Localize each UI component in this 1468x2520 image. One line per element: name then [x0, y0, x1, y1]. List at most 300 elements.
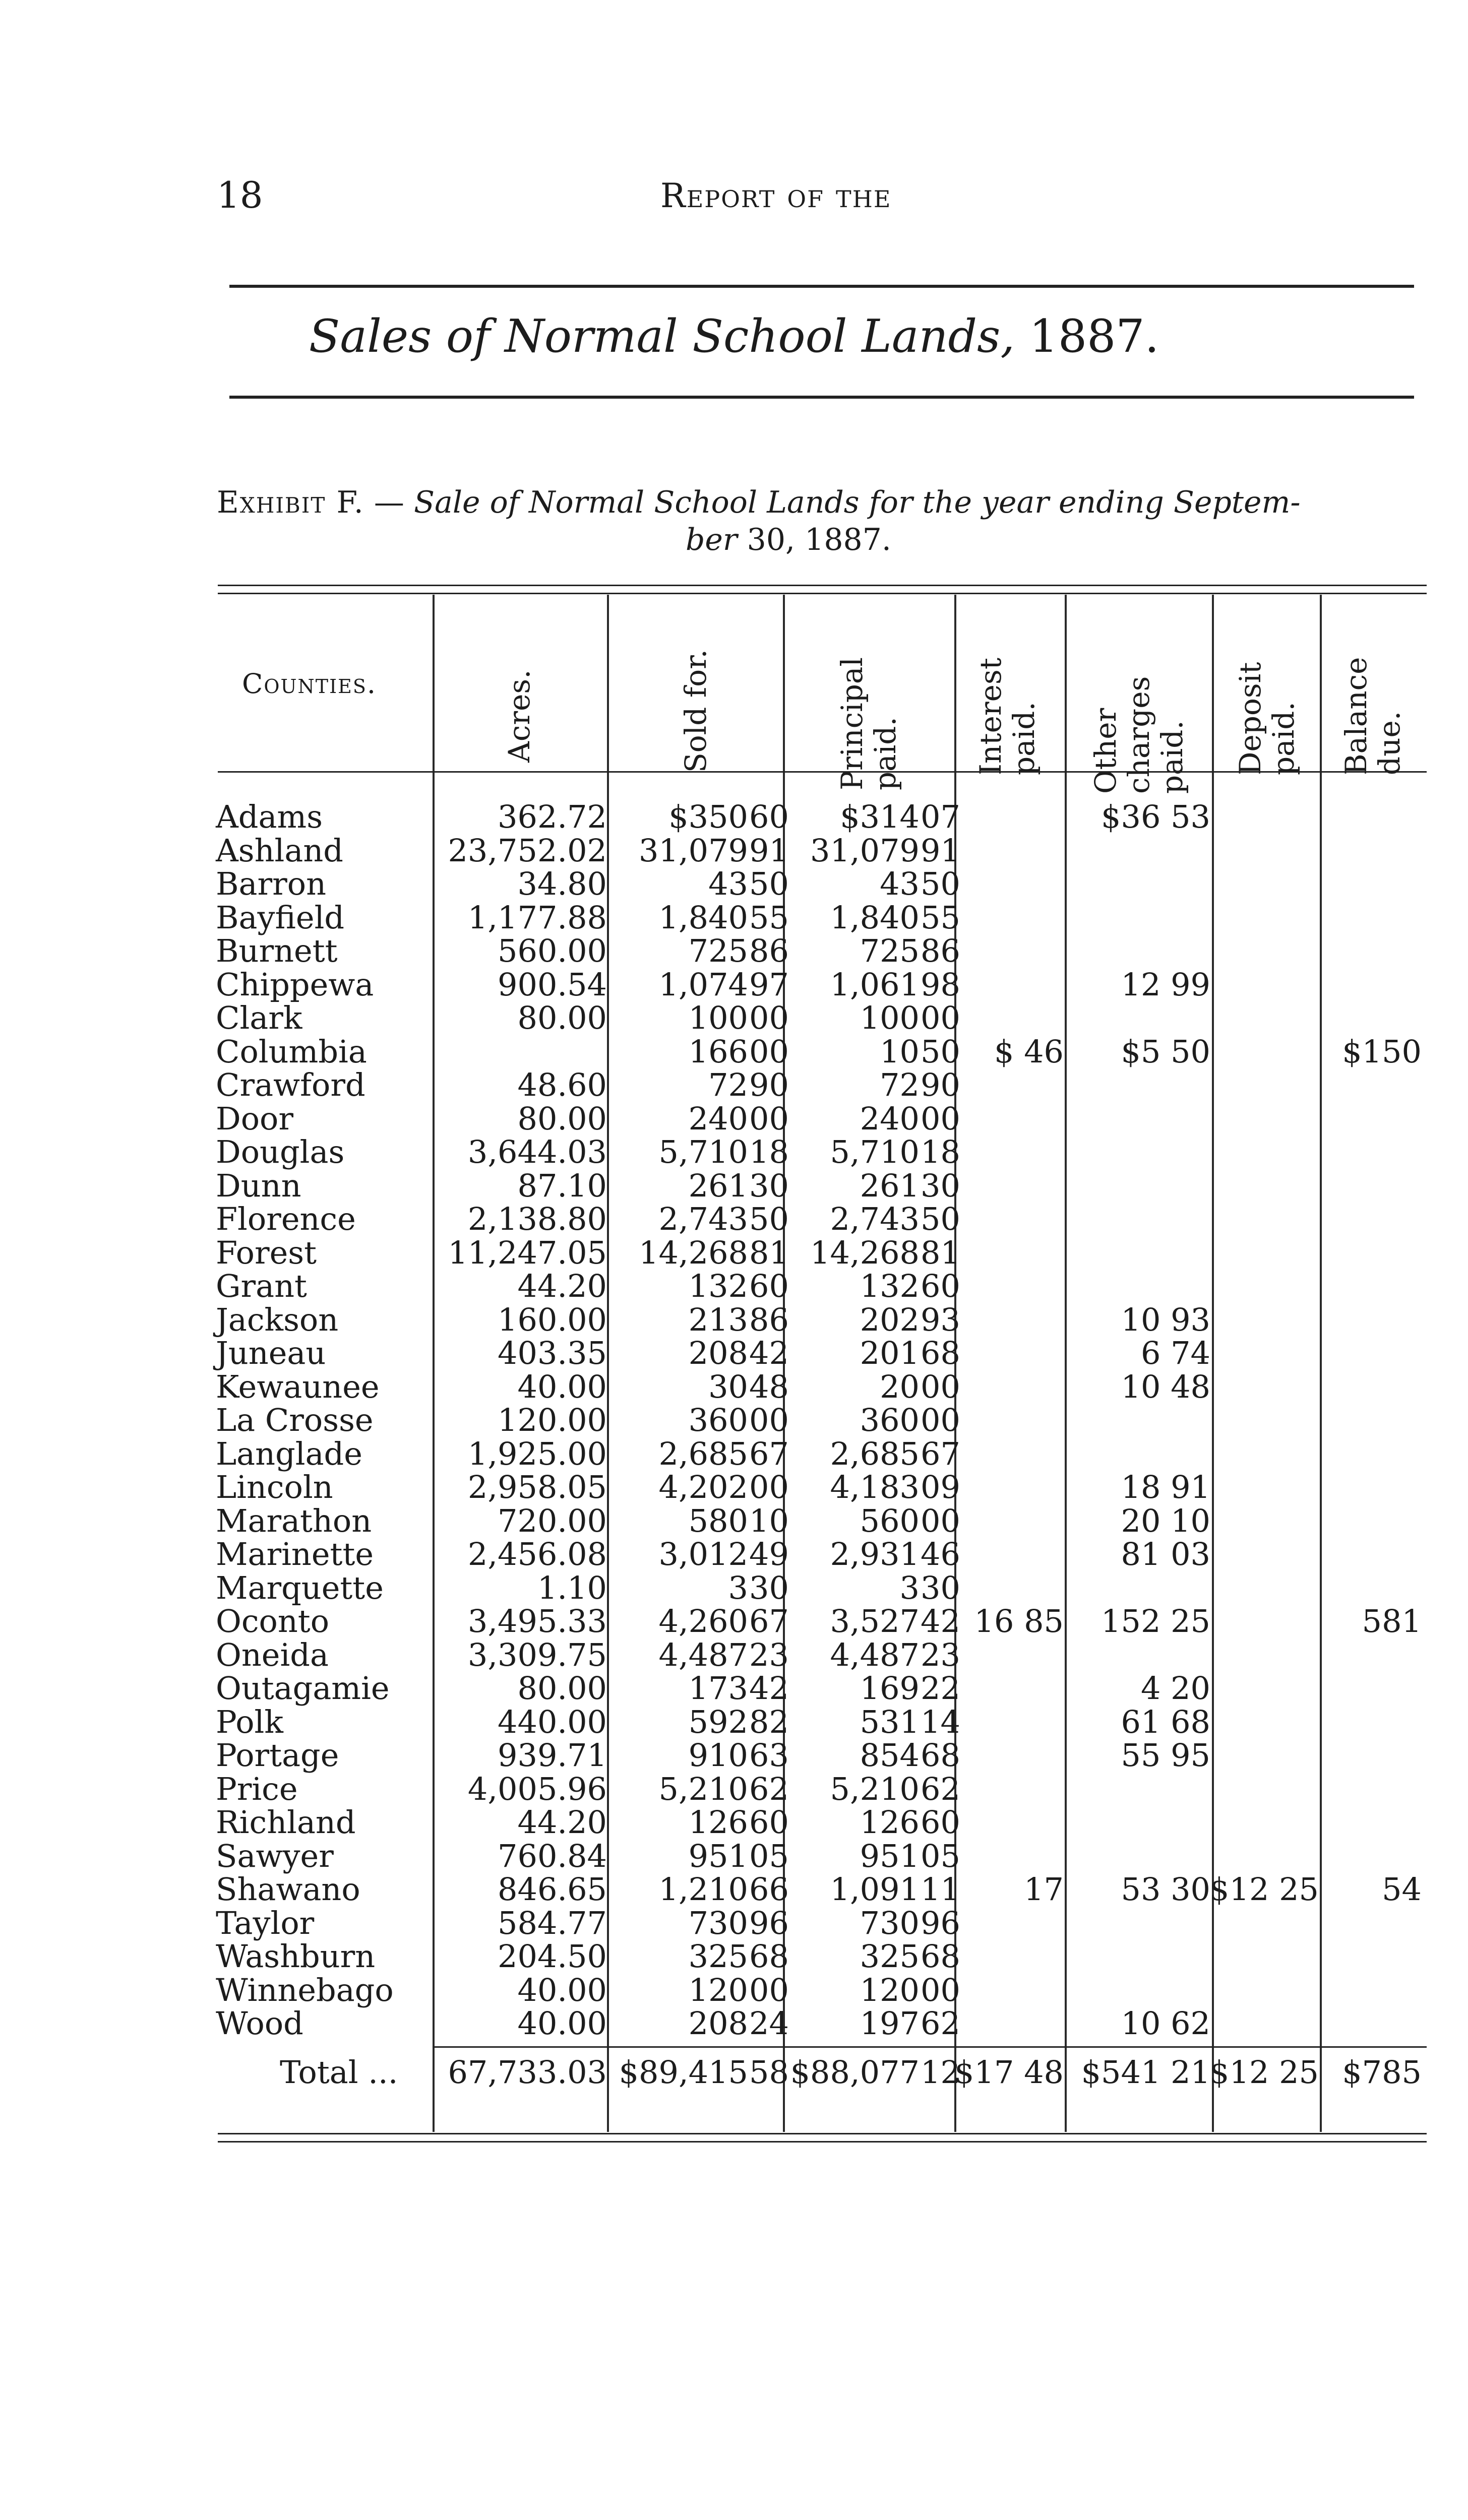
exhibit-caption-line-2 [217, 521, 1427, 558]
acres-cell: 44.20 [517, 1804, 607, 1841]
county-name: Clark [216, 999, 302, 1036]
county-name: Marinette [216, 1536, 374, 1572]
table-row [0, 1203, 1468, 1236]
table-row [0, 1904, 1468, 1941]
sold-cents-cell: 90 [749, 1066, 789, 1103]
other-charges-cell: 10 93 [1121, 1301, 1210, 1338]
principal-cents-cell: 50 [921, 865, 960, 902]
principal-dollars-cell: $314 [840, 798, 920, 835]
sold-dollars-cell: 3 [728, 1569, 748, 1606]
acres-cell: 1,925.00 [467, 1435, 607, 1472]
principal-dollars-cell: 4,487 [830, 1636, 920, 1673]
table-row [0, 1538, 1468, 1571]
principal-cents-cell: 00 [921, 1502, 960, 1539]
sold-dollars-cell: 3,012 [658, 1536, 748, 1572]
county-name: Portage [216, 1737, 339, 1774]
acres-cell: 1.10 [537, 1569, 607, 1606]
principal-cents-cell: 30 [921, 1569, 960, 1606]
section-title-year: 1887. [1029, 310, 1159, 363]
total-principal-cents: 12 [921, 2054, 960, 2091]
sold-cents-cell: 96 [749, 1904, 789, 1941]
table-row [0, 934, 1468, 968]
table-row [0, 1169, 1468, 1203]
principal-dollars-cell: 14,268 [810, 1234, 920, 1271]
acres-cell: 160.00 [498, 1301, 607, 1338]
sold-cents-cell: 48 [749, 1368, 789, 1405]
acres-cell: 1,177.88 [467, 899, 607, 936]
principal-cents-cell: 90 [921, 1066, 960, 1103]
acres-cell: 3,495.33 [467, 1603, 607, 1640]
sold-dollars-cell: 910 [688, 1737, 748, 1774]
sold-cents-cell: 68 [749, 1938, 789, 1975]
sold-cents-cell: 81 [749, 1234, 789, 1271]
table-bottom-rule-2 [218, 2141, 1427, 2143]
table-row [0, 1837, 1468, 1874]
sold-cents-cell: 30 [749, 1167, 789, 1204]
principal-dollars-cell: 730 [860, 1904, 920, 1941]
table-row [0, 800, 1468, 834]
acres-cell: 204.50 [498, 1938, 607, 1975]
sold-dollars-cell: 240 [688, 1100, 748, 1137]
principal-cents-cell: 50 [921, 1033, 960, 1070]
sold-dollars-cell: 132 [688, 1268, 748, 1304]
county-name: Sawyer [216, 1837, 334, 1874]
principal-dollars-cell: 10 [880, 1033, 920, 1070]
acres-cell: 2,456.08 [467, 1536, 607, 1572]
principal-dollars-cell: 126 [860, 1804, 920, 1841]
total-deposit: $12 25 [1209, 2054, 1319, 2091]
principal-cents-cell: 46 [921, 1536, 960, 1572]
principal-dollars-cell: 2,743 [830, 1201, 920, 1237]
sold-dollars-cell: 592 [688, 1703, 748, 1740]
county-name: Oconto [216, 1603, 330, 1640]
total-row [0, 2054, 1468, 2094]
principal-dollars-cell: 360 [860, 1402, 920, 1438]
header-other-line-1: Other [1088, 708, 1123, 794]
header-acres [503, 621, 536, 763]
header-deposit-line-2: paid. [1266, 702, 1301, 775]
principal-dollars-cell: 169 [860, 1670, 920, 1707]
table-row [0, 1437, 1468, 1471]
sold-dollars-cell: 1,074 [658, 966, 748, 1003]
sold-dollars-cell: 4,260 [658, 1603, 748, 1640]
principal-cents-cell: 30 [921, 1167, 960, 1204]
county-name: Douglas [216, 1133, 345, 1170]
header-counties: Counties. [242, 668, 377, 700]
sold-cents-cell: 60 [749, 1804, 789, 1841]
acres-cell: 900.54 [498, 966, 607, 1003]
county-name: Forest [216, 1234, 317, 1271]
sold-dollars-cell: 31,079 [639, 832, 748, 869]
sold-cents-cell: 63 [749, 1737, 789, 1774]
sold-dollars-cell: 5,710 [658, 1133, 748, 1170]
sold-dollars-cell: 1,210 [658, 1871, 748, 1908]
other-charges-cell: 10 62 [1121, 2005, 1210, 2042]
sold-cents-cell: 62 [749, 1770, 789, 1807]
sold-dollars-cell: 208 [688, 2005, 748, 2042]
sold-dollars-cell: 126 [688, 1804, 748, 1841]
table-row [0, 1001, 1468, 1035]
running-head: Report of the [660, 176, 892, 215]
other-charges-cell: 53 30 [1121, 1871, 1210, 1908]
sold-dollars-cell: 261 [688, 1167, 748, 1204]
header-balance [1339, 609, 1408, 775]
acres-cell: 760.84 [498, 1837, 607, 1874]
table-row [0, 1739, 1468, 1773]
principal-dollars-cell: 72 [880, 1066, 920, 1103]
principal-cents-cell: 00 [921, 1971, 960, 2008]
table-row [0, 1873, 1468, 1907]
county-name: Adams [216, 798, 323, 835]
table-top-rule-1 [218, 585, 1427, 586]
sold-cents-cell: 91 [749, 832, 789, 869]
other-charges-cell: 12 99 [1121, 966, 1210, 1003]
balance-cell: $150 [1342, 1033, 1422, 1070]
sold-cents-cell: 86 [749, 932, 789, 969]
top-rule [229, 285, 1414, 288]
other-charges-cell: 152 25 [1101, 1603, 1210, 1640]
table-row [0, 1404, 1468, 1437]
other-charges-cell: 61 68 [1121, 1703, 1210, 1740]
acres-cell: 846.65 [498, 1871, 607, 1908]
exhibit-caption-ber: ber [686, 522, 738, 557]
other-charges-cell: $36 53 [1101, 798, 1210, 835]
principal-cents-cell: 93 [921, 1301, 960, 1338]
total-label: Total ... [280, 2054, 398, 2091]
county-name: Washburn [216, 1938, 376, 1975]
table-row [0, 1035, 1468, 1069]
total-balance: $785 [1342, 2054, 1422, 2091]
header-deposit [1234, 609, 1302, 775]
table-row [0, 1971, 1468, 2008]
header-other [1089, 592, 1190, 794]
acres-cell: 87.10 [517, 1167, 607, 1204]
header-principal [835, 594, 904, 790]
principal-dollars-cell: 197 [860, 2005, 920, 2042]
county-name: Jackson [216, 1301, 339, 1338]
header-principal-line-2: paid. [868, 717, 902, 790]
other-charges-cell: 18 91 [1121, 1469, 1210, 1505]
header-balance-line-1: Balance [1339, 657, 1373, 775]
other-charges-cell: 4 20 [1140, 1670, 1210, 1707]
principal-dollars-cell: 854 [860, 1737, 920, 1774]
balance-cell: 581 [1362, 1603, 1422, 1640]
sold-dollars-cell: 43 [708, 865, 748, 902]
sold-dollars-cell: 730 [688, 1904, 748, 1941]
sold-dollars-cell: 2,685 [658, 1435, 748, 1472]
acres-cell: 939.71 [498, 1737, 607, 1774]
header-sold-text: Sold for. [679, 649, 713, 773]
principal-cents-cell: 62 [921, 2005, 960, 2042]
acres-cell: 2,138.80 [467, 1201, 607, 1237]
acres-cell: 362.72 [498, 798, 607, 835]
acres-cell: 4,005.96 [467, 1770, 607, 1807]
sold-cents-cell: 55 [749, 899, 789, 936]
sold-dollars-cell: 213 [688, 1301, 748, 1338]
principal-cents-cell: 62 [921, 1770, 960, 1807]
principal-cents-cell: 96 [921, 1904, 960, 1941]
acres-cell: 80.00 [517, 1100, 607, 1137]
table-row [0, 901, 1468, 935]
principal-cents-cell: 05 [921, 1837, 960, 1874]
sold-dollars-cell: 325 [688, 1938, 748, 1975]
principal-cents-cell: 07 [921, 798, 960, 835]
sold-cents-cell: 67 [749, 1435, 789, 1472]
table-top-rule-2 [218, 593, 1427, 594]
table-row [0, 1337, 1468, 1370]
sold-dollars-cell: 2,743 [658, 1201, 748, 1237]
sold-cents-cell: 00 [749, 1100, 789, 1137]
header-balance-line-2: due. [1372, 711, 1406, 775]
header-sold [679, 611, 712, 773]
other-charges-cell: 20 10 [1121, 1502, 1210, 1539]
sold-dollars-cell: 951 [688, 1837, 748, 1874]
header-principal-line-1: Principal [835, 657, 869, 790]
principal-cents-cell: 09 [921, 1469, 960, 1505]
sold-cents-cell: 86 [749, 1301, 789, 1338]
principal-cents-cell: 00 [921, 1100, 960, 1137]
county-name: Bayfield [216, 899, 345, 936]
header-interest-line-1: Interest [973, 657, 1008, 775]
principal-cents-cell: 68 [921, 1335, 960, 1371]
header-bottom-rule [218, 771, 1427, 773]
principal-cents-cell: 00 [921, 1402, 960, 1438]
table-row [0, 1703, 1468, 1740]
county-name: Richland [216, 1804, 356, 1841]
sold-dollars-cell: 30 [708, 1368, 748, 1405]
county-name: Wood [216, 2005, 303, 2042]
interest-cell: $ 46 [994, 1033, 1064, 1070]
table-row [0, 1370, 1468, 1404]
sold-cents-cell: 60 [749, 798, 789, 835]
other-charges-cell: 6 74 [1140, 1335, 1210, 1371]
sold-cents-cell: 00 [749, 999, 789, 1036]
sold-cents-cell: 00 [749, 1469, 789, 1505]
principal-dollars-cell: 31,079 [810, 832, 920, 869]
other-charges-cell: 55 95 [1121, 1737, 1210, 1774]
county-name: Price [216, 1770, 298, 1807]
table-row [0, 1571, 1468, 1605]
interest-cell: 17 [1024, 1871, 1064, 1908]
principal-dollars-cell: 261 [860, 1167, 920, 1204]
table-row [0, 1236, 1468, 1270]
principal-dollars-cell: 20 [880, 1368, 920, 1405]
county-name: Oneida [216, 1636, 329, 1673]
principal-cents-cell: 60 [921, 1804, 960, 1841]
table-body [0, 800, 1468, 2041]
county-name: Burnett [216, 932, 338, 969]
sold-dollars-cell: 4,202 [658, 1469, 748, 1505]
sold-cents-cell: 97 [749, 966, 789, 1003]
principal-dollars-cell: 201 [860, 1335, 920, 1371]
sold-cents-cell: 42 [749, 1670, 789, 1707]
acres-cell: 44.20 [517, 1268, 607, 1304]
sold-cents-cell: 30 [749, 1569, 789, 1606]
sold-dollars-cell: 4,487 [658, 1636, 748, 1673]
principal-cents-cell: 22 [921, 1670, 960, 1707]
principal-dollars-cell: 725 [860, 932, 920, 969]
acres-cell: 11,247.05 [448, 1234, 607, 1271]
sold-cents-cell: 00 [749, 1402, 789, 1438]
acres-cell: 80.00 [517, 999, 607, 1036]
principal-cents-cell: 67 [921, 1435, 960, 1472]
sold-cents-cell: 50 [749, 865, 789, 902]
total-principal-dollars: $88,077 [790, 2054, 920, 2091]
principal-cents-cell: 00 [921, 999, 960, 1036]
principal-dollars-cell: 120 [860, 1971, 920, 2008]
county-name: Grant [216, 1268, 307, 1304]
exhibit-caption-date: 30, 1887. [737, 522, 891, 557]
sold-cents-cell: 10 [749, 1502, 789, 1539]
principal-cents-cell: 91 [921, 832, 960, 869]
sold-cents-cell: 23 [749, 1636, 789, 1673]
header-other-line-3: paid. [1155, 720, 1189, 794]
principal-cents-cell: 11 [921, 1871, 960, 1908]
other-charges-cell: $5 50 [1121, 1033, 1210, 1070]
principal-cents-cell: 00 [921, 1368, 960, 1405]
county-name: Crawford [216, 1066, 365, 1103]
sold-dollars-cell: 1,840 [658, 899, 748, 936]
total-sold-dollars: $89,415 [619, 2054, 748, 2091]
table-row [0, 1471, 1468, 1504]
table-row [0, 968, 1468, 1002]
county-name: Kewaunee [216, 1368, 380, 1405]
principal-dollars-cell: 240 [860, 1100, 920, 1137]
principal-dollars-cell: 3 [899, 1569, 920, 1606]
exhibit-caption-line-1: Sale of Normal School Lands for the year ending Septem- [413, 485, 1301, 520]
county-name: Marquette [216, 1569, 384, 1606]
sold-dollars-cell: 100 [688, 999, 748, 1036]
total-rule [433, 2046, 1427, 2048]
exhibit-label: Exhibit F. [217, 485, 364, 520]
sold-cents-cell: 60 [749, 1268, 789, 1304]
county-name: Taylor [216, 1904, 315, 1941]
principal-cents-cell: 50 [921, 1201, 960, 1237]
principal-dollars-cell: 951 [860, 1837, 920, 1874]
table-row [0, 1504, 1468, 1538]
county-name: Chippewa [216, 966, 374, 1003]
total-acres: 67,733.03 [448, 2054, 607, 2091]
county-name: Langlade [216, 1435, 362, 1472]
acres-cell: 2,958.05 [467, 1469, 607, 1505]
principal-cents-cell: 18 [921, 1133, 960, 1170]
table-row [0, 2007, 1468, 2041]
acres-cell: 403.35 [498, 1335, 607, 1371]
sold-cents-cell: 82 [749, 1703, 789, 1740]
exhibit-caption [217, 484, 1427, 558]
sold-cents-cell: 66 [749, 1871, 789, 1908]
acres-cell: 34.80 [517, 865, 607, 902]
principal-dollars-cell: 132 [860, 1268, 920, 1304]
principal-dollars-cell: 1,840 [830, 899, 920, 936]
table-row [0, 1102, 1468, 1136]
principal-cents-cell: 14 [921, 1703, 960, 1740]
table-row [0, 1605, 1468, 1639]
sold-dollars-cell: 208 [688, 1335, 748, 1371]
principal-dollars-cell: 1,091 [830, 1871, 920, 1908]
county-name: Marathon [216, 1502, 372, 1539]
principal-dollars-cell: 5,210 [830, 1770, 920, 1807]
table-bottom-rule-1 [218, 2133, 1427, 2134]
table-row [0, 1770, 1468, 1807]
table-row [0, 867, 1468, 901]
sold-cents-cell: 49 [749, 1536, 789, 1572]
sold-dollars-cell: 725 [688, 932, 748, 969]
section-title-text: Sales of Normal School Lands, [309, 310, 1015, 363]
county-name: Door [216, 1100, 294, 1137]
principal-dollars-cell: 325 [860, 1938, 920, 1975]
total-interest: $17 48 [954, 2054, 1064, 2091]
sold-cents-cell: 50 [749, 1201, 789, 1237]
sold-dollars-cell: 72 [708, 1066, 748, 1103]
county-name: Winnebago [216, 1971, 394, 2008]
sold-cents-cell: 18 [749, 1133, 789, 1170]
county-name: Polk [216, 1703, 283, 1740]
acres-cell: 48.60 [517, 1066, 607, 1103]
county-name: Lincoln [216, 1469, 333, 1505]
table-row [0, 1133, 1468, 1170]
deposit-cell: $12 25 [1209, 1871, 1319, 1908]
acres-cell: 40.00 [517, 1971, 607, 2008]
sold-dollars-cell: $350 [668, 798, 748, 835]
acres-cell: 560.00 [498, 932, 607, 969]
acres-cell: 720.00 [498, 1502, 607, 1539]
other-charges-cell: 10 48 [1121, 1368, 1210, 1405]
sold-cents-cell: 42 [749, 1335, 789, 1371]
table-row [0, 1636, 1468, 1673]
principal-dollars-cell: 1,061 [830, 966, 920, 1003]
header-interest [974, 609, 1043, 775]
sold-cents-cell: 00 [749, 1033, 789, 1070]
header-interest-line-2: paid. [1007, 702, 1041, 775]
title-rule [229, 396, 1414, 399]
acres-cell: 23,752.02 [448, 832, 607, 869]
county-name: Columbia [216, 1033, 367, 1070]
table-row [0, 1940, 1468, 1974]
principal-cents-cell: 42 [921, 1603, 960, 1640]
county-name: Shawano [216, 1871, 360, 1908]
table-row [0, 1068, 1468, 1102]
principal-dollars-cell: 100 [860, 999, 920, 1036]
principal-dollars-cell: 560 [860, 1502, 920, 1539]
principal-cents-cell: 68 [921, 1737, 960, 1774]
interest-cell: 16 85 [974, 1603, 1064, 1640]
county-name: Florence [216, 1201, 356, 1237]
principal-dollars-cell: 202 [860, 1301, 920, 1338]
acres-cell: 120.00 [498, 1402, 607, 1438]
county-name: Dunn [216, 1167, 301, 1204]
principal-dollars-cell: 4,183 [830, 1469, 920, 1505]
county-name: Outagamie [216, 1670, 390, 1707]
acres-cell: 440.00 [498, 1703, 607, 1740]
sold-dollars-cell: 173 [688, 1670, 748, 1707]
county-name: Juneau [216, 1335, 326, 1371]
sold-dollars-cell: 360 [688, 1402, 748, 1438]
section-title [0, 310, 1468, 363]
header-other-line-2: charges [1122, 676, 1156, 794]
county-name: Barron [216, 865, 327, 902]
principal-dollars-cell: 2,931 [830, 1536, 920, 1572]
table-row [0, 834, 1468, 868]
acres-cell: 40.00 [517, 1368, 607, 1405]
acres-cell: 80.00 [517, 1670, 607, 1707]
principal-cents-cell: 98 [921, 966, 960, 1003]
principal-dollars-cell: 3,527 [830, 1603, 920, 1640]
sold-cents-cell: 05 [749, 1837, 789, 1874]
sold-dollars-cell: 5,210 [658, 1770, 748, 1807]
county-name: Ashland [216, 832, 343, 869]
sold-dollars-cell: 166 [688, 1033, 748, 1070]
